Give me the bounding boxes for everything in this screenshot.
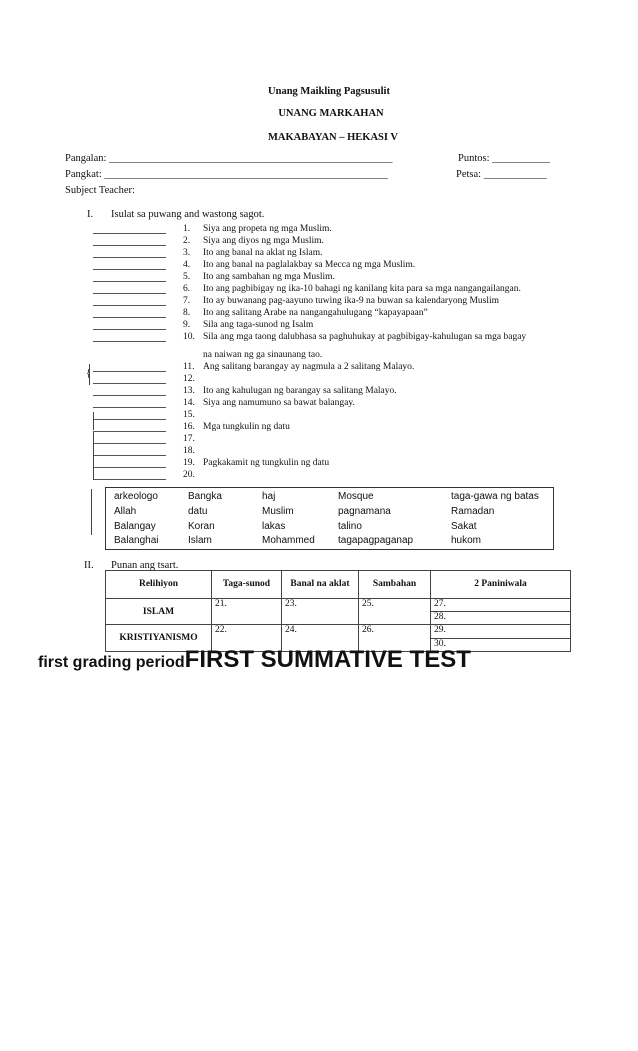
answer-cell: 30.	[431, 638, 571, 651]
question-number: 19.	[183, 458, 195, 468]
question-number: 2.	[183, 236, 191, 246]
question-number: 17.	[183, 434, 195, 444]
question-text: na naiwan ng ga sinaunang tao.	[203, 350, 323, 360]
part2-number: II.	[84, 560, 94, 571]
word-bank-term: haj	[262, 491, 276, 502]
question-number: 13.	[183, 386, 195, 396]
answer-cell: 21.	[212, 598, 282, 625]
question-text: Mga tungkulin ng datu	[203, 422, 290, 432]
subject-teacher-field: Subject Teacher:	[65, 185, 135, 196]
word-bank-term: Allah	[114, 506, 137, 517]
question-text: Ito ang kahulugan ng barangay sa salitang Malayo.	[203, 386, 397, 396]
question-number: 3.	[183, 248, 191, 258]
part1-number: I.	[87, 209, 94, 220]
answer-blank	[93, 260, 166, 270]
word-bank-term: Balangay	[114, 521, 156, 532]
row-religion-name: KRISTIYANISMO	[106, 625, 212, 652]
doc-title: Unang Maikling Pagsusulit	[268, 86, 390, 97]
answer-blank	[93, 386, 166, 396]
word-bank-term: pagnamana	[338, 506, 391, 517]
answer-cell: 22.	[212, 625, 282, 652]
brace-tip-icon: {	[86, 368, 91, 379]
footer-small-text: first grading period	[38, 654, 185, 671]
answer-cell: 27.	[431, 598, 571, 611]
answer-blank	[93, 434, 166, 444]
question-number: 11.	[183, 362, 195, 372]
question-number: 14.	[183, 398, 195, 408]
question-number: 1.	[183, 224, 191, 234]
word-bank-term: Sakat	[451, 521, 477, 532]
word-bank-term: Muslim	[262, 506, 294, 517]
answer-blank	[93, 224, 166, 234]
answer-blank	[93, 410, 166, 420]
question-text: Siya ang namumuno sa bawat balangay.	[203, 398, 355, 408]
petsa-field: Petsa: ____________	[456, 169, 547, 180]
answer-blank	[93, 284, 166, 294]
word-bank-term: taga-gawa ng batas	[451, 491, 539, 502]
word-bank-term: Balanghai	[114, 535, 159, 546]
header-banal-na-aklat: Banal na aklat	[282, 571, 359, 599]
answer-blank	[93, 236, 166, 246]
question-number: 8.	[183, 308, 191, 318]
answer-blank	[93, 374, 166, 384]
question-text: Ang salitang barangay ay nagmula a 2 salitang Malayo.	[203, 362, 415, 372]
word-bank-term: Bangka	[188, 491, 222, 502]
footer-caption	[38, 646, 471, 674]
question-number: 15.	[183, 410, 195, 420]
question-number: 18.	[183, 446, 195, 456]
brace-15-16	[93, 412, 94, 430]
brace-wordbank	[91, 489, 92, 535]
question-number: 10.	[183, 332, 195, 342]
answer-blank	[93, 362, 166, 372]
word-bank-term: Koran	[188, 521, 215, 532]
row-religion-name: ISLAM	[106, 598, 212, 625]
header-relihiyon: Relihiyon	[106, 571, 212, 599]
answer-cell: 24.	[282, 625, 359, 652]
pangkat-field: Pangkat: ______________________________________________________	[65, 169, 388, 180]
question-number: 5.	[183, 272, 191, 282]
doc-quarter: UNANG MARKAHAN	[278, 108, 384, 119]
religion-chart	[105, 570, 571, 652]
word-bank-term: hukom	[451, 535, 482, 546]
word-bank-term: talino	[338, 521, 362, 532]
question-number: 20.	[183, 470, 195, 480]
word-bank-term: Mohammed	[262, 535, 315, 546]
footer-big-text: FIRST SUMMATIVE TEST	[184, 646, 471, 673]
question-text: Pagkakamit ng tungkulin ng datu	[203, 458, 330, 468]
answer-cell: 29.	[431, 625, 571, 638]
answer-cell: 28.	[431, 612, 571, 625]
answer-blank	[93, 272, 166, 282]
answer-blank	[93, 296, 166, 306]
question-number: 7.	[183, 296, 191, 306]
word-bank-box	[105, 487, 554, 550]
answer-blank	[93, 398, 166, 408]
question-number: 9.	[183, 320, 191, 330]
answer-blank	[93, 470, 166, 480]
part1-instruction: Isulat sa puwang and wastong sagot.	[111, 209, 265, 220]
doc-subject: MAKABAYAN – HEKASI V	[267, 132, 398, 143]
question-number: 16.	[183, 422, 195, 432]
word-bank-term: arkeologo	[114, 491, 158, 502]
question-text: Ito ang banal na aklat ng Islam.	[203, 248, 323, 258]
question-number: 12.	[183, 374, 195, 384]
answer-blank	[93, 320, 166, 330]
answer-blank	[93, 422, 166, 432]
answer-blank	[93, 248, 166, 258]
header-sambahan: Sambahan	[359, 571, 431, 599]
question-number: 6.	[183, 284, 191, 294]
part2-instruction: Punan ang tsart.	[111, 560, 179, 571]
pangalan-field: Pangalan: ______________________________________________________	[65, 153, 393, 164]
header-taga-sunod: Taga-sunod	[212, 571, 282, 599]
word-bank-term: Mosque	[338, 491, 374, 502]
question-text: Sila ang mga taong dalubhasa sa paghuhukay at pagbibigay-kahulugan sa mga bagay	[203, 332, 527, 342]
question-text: Ito ang banal na paglalakbay sa Mecca ng mga Muslim.	[203, 260, 416, 270]
word-bank-term: tagapagpaganap	[338, 535, 414, 546]
word-bank-term: Ramadan	[451, 506, 495, 517]
question-text: Sila ang taga-sunod ng Isalm	[203, 320, 314, 330]
puntos-field: Puntos: ___________	[458, 153, 550, 164]
answer-cell: 26.	[359, 625, 431, 652]
brace-17-20	[93, 432, 94, 480]
question-text: Ito ang salitang Arabe na nangangahulugang “kapayapaan”	[203, 308, 428, 318]
word-bank-term: Islam	[188, 535, 212, 546]
question-text: Siya ang diyos ng mga Muslim.	[203, 236, 324, 246]
answer-blank	[93, 446, 166, 456]
answer-blank	[93, 308, 166, 318]
word-bank-term: lakas	[262, 521, 286, 532]
answer-blank	[93, 332, 166, 342]
answer-blank	[93, 458, 166, 468]
question-text: Siya ang propeta ng mga Muslim.	[203, 224, 332, 234]
word-bank-term: datu	[188, 506, 208, 517]
question-text: Ito ang pagbibigay ng ika-10 bahagi ng kanilang kita para sa mga nangangailangan.	[203, 284, 521, 294]
question-text: Ito ay buwanang pag-aayuno tuwing ika-9 na buwan sa kalendaryong Muslim	[203, 296, 500, 306]
answer-cell: 25.	[359, 598, 431, 625]
question-number: 4.	[183, 260, 191, 270]
answer-cell: 23.	[282, 598, 359, 625]
question-text: Ito ang sambahan ng mga Muslim.	[203, 272, 335, 282]
header-paniniwala: 2 Paniniwala	[431, 571, 571, 599]
